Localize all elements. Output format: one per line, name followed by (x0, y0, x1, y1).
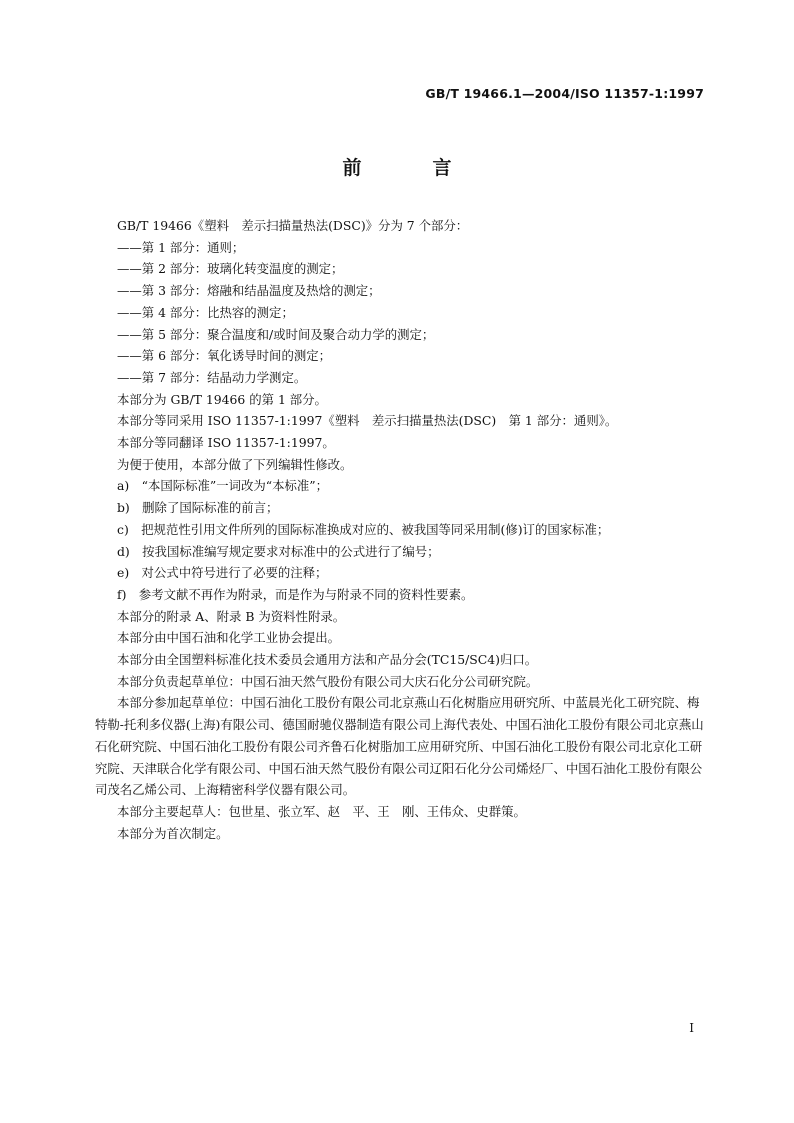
paragraph: GB/T 19466《塑料 差示扫描量热法(DSC)》分为 7 个部分： (117, 218, 469, 233)
paragraph: 本部分由全国塑料标准化技术委员会通用方法和产品分会(TC15/SC4)归口。 (117, 652, 538, 668)
standard-code: GB/T 19466.1—2004/ISO 11357-1:1997 (425, 86, 704, 101)
drafters-paragraph: 本部分主要起草人：包世星、张立军、赵 平、王 刚、王伟众、史群策。 (117, 803, 526, 819)
page-title: 前 言 (342, 157, 478, 179)
list-item: d) 按我国标准编写规定要求对标准中的公式进行了编号； (117, 543, 440, 559)
paragraph: ——第 4 部分：比热容的测定； (117, 304, 294, 320)
paragraph: ——第 5 部分：聚合温度和/或时间及聚合动力学的测定； (117, 326, 435, 342)
paragraph: ——第 7 部分：结晶动力学测定。 (117, 369, 307, 385)
paragraph: 本部分的附录 A、附录 B 为资料性附录。 (117, 608, 346, 624)
paragraph: 为便于使用，本部分做了下列编辑性修改。 (117, 456, 353, 472)
paragraph: 本部分为 GB/T 19466 的第 1 部分。 (117, 391, 327, 407)
list-item: a) “本国际标准”一词改为“本标准”； (117, 478, 329, 494)
page-number: I (689, 1021, 694, 1035)
list-item: c) 把规范性引用文件所列的国际标准换成对应的、被我国等同采用制(修)订的国家标准； (117, 521, 610, 537)
paragraph: 本部分由中国石油和化学工业协会提出。 (117, 630, 341, 646)
paragraph: ——第 1 部分：通则； (117, 239, 245, 255)
paragraph: 本部分负责起草单位：中国石油天然气股份有限公司大庆石化分公司研究院。 (117, 673, 539, 689)
list-item: f) 参考文献不再作为附录，而是作为与附录不同的资料性要素。 (117, 586, 474, 602)
participants-paragraph (95, 692, 711, 801)
participants-text: 本部分参加起草单位：中国石油化工股份有限公司北京燕山石化树脂应用研究所、中蓝晨光化工研究院、梅特勒-托利多仪器(上海)有限公司、德国耐驰仪器制造有限公司上海代表处、中国石油化工股份有限公司北京燕山石化研究院、中国石油化工股份有限公司齐鲁石化树脂加工应用研究所、中国石油化工股份有限公司北京化工研究院、天津联合化学有限公司、中国石油天然气股份有限公司辽阳石化分公司烯烃厂、中国石油化工股份有限公司茂名乙烯公司、上海精密科学仪器有限公司。 (95, 695, 704, 798)
first-edition-paragraph: 本部分为首次制定。 (117, 825, 229, 841)
paragraph: ——第 2 部分：玻璃化转变温度的测定； (117, 261, 344, 277)
paragraph: ——第 3 部分：熔融和结晶温度及热焓的测定； (117, 283, 381, 299)
list-item: e) 对公式中符号进行了必要的注释； (117, 565, 328, 581)
paragraph: 本部分等同采用 ISO 11357-1:1997《塑料 差示扫描量热法(DSC) 第 1 部分：通则》。 (117, 413, 618, 429)
list-item: b) 删除了国际标准的前言； (117, 500, 279, 516)
paragraph: 本部分等同翻译 ISO 11357-1:1997。 (117, 435, 335, 451)
paragraph: ——第 6 部分：氧化诱导时间的测定； (117, 348, 332, 364)
foreword-body (95, 215, 707, 844)
